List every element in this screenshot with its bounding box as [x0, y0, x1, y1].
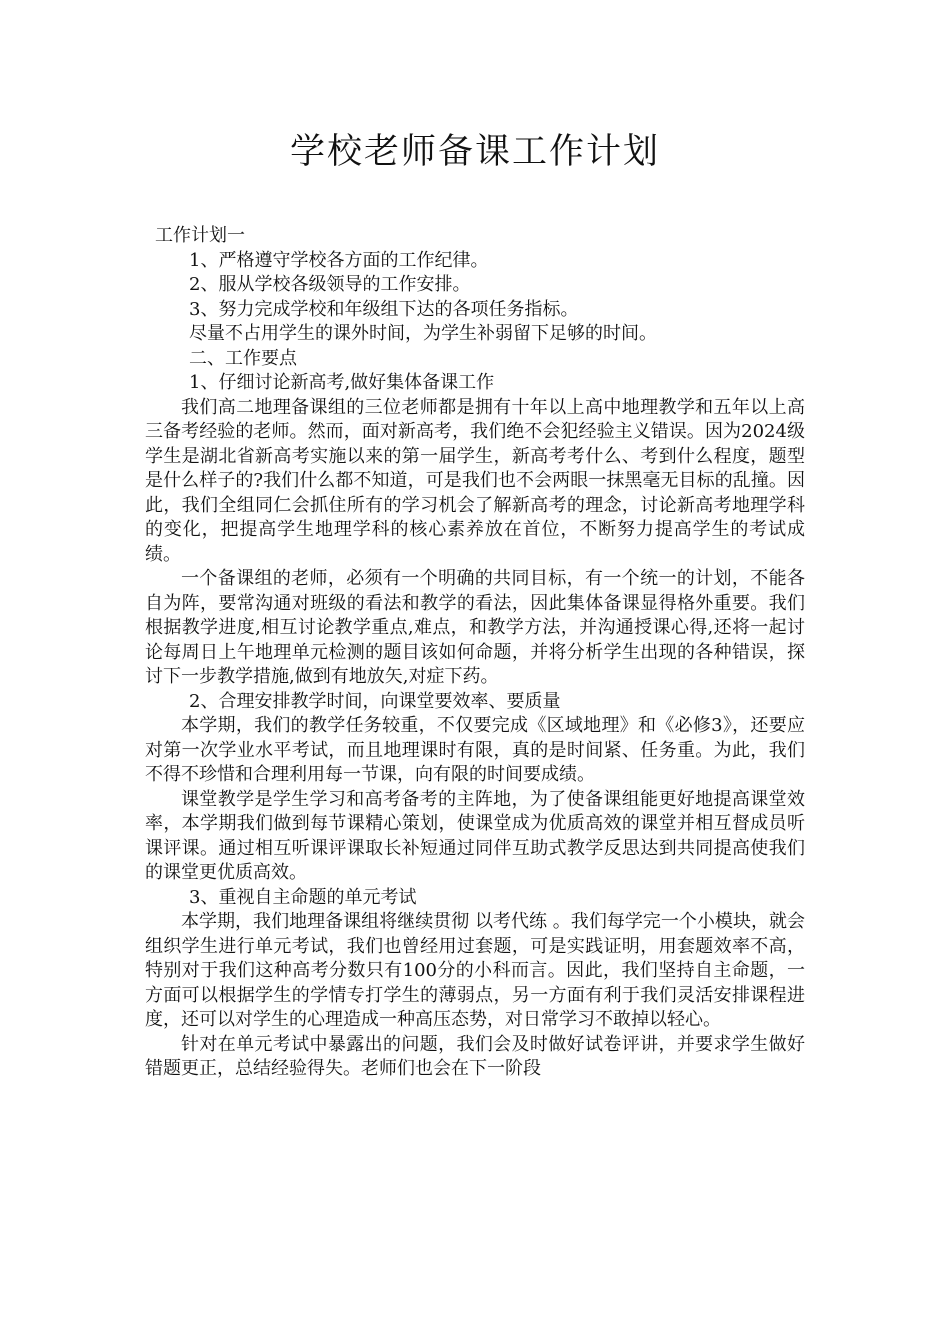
point-heading: 2、合理安排教学时间，向课堂要效率、要质量: [189, 690, 561, 712]
rule-item: 2、服从学校各级领导的工作安排。: [189, 274, 471, 295]
paragraph: 针对在单元考试中暴露出的问题，我们会及时做好试卷评讲，并要求学生做好错题更正，总结经验得失。老师们也会在下一阶段: [145, 1033, 805, 1079]
plan-heading: 工作计划一: [155, 225, 245, 246]
paragraph: 一个备课组的老师，必须有一个明确的共同目标，有一个统一的计划，不能各自为阵，要常沟通对班级的看法和教学的看法，因此集体备课显得格外重要。我们根据教学进度,相互讨论教学重点,难点，和教学方法，并沟通授课心得,还将一起讨论每周日上午地理单元检测的题目该如何命题，并将分析学生出现的各种错误，探讨下一步教学措施,做到有地放矢,对症下药。: [145, 568, 805, 687]
document-title: 学校老师备课工作计划: [289, 132, 660, 172]
point-heading: 1、仔细讨论新高考,做好集体备课工作: [189, 372, 495, 393]
rule-item: 尽量不占用学生的课外时间，为学生补弱留下足够的时间。: [189, 323, 657, 344]
section-heading: 二、工作要点: [189, 347, 297, 369]
paragraph: 本学期，我们地理备课组将继续贯彻 以考代练 。我们每学完一个小模块，就会组织学生进行单元考试，我们也曾经用过套题，可是实践证明，用套题效率不高，特别对于我们这种高考分数只有100分的小科而言。因此，我们坚持自主命题，一方面可以根据学生的学情专打学生的薄弱点，另一方面有利于我们灵活安排课程进度，还可以对学生的心理造成一种高压态势，对日常学习不敢掉以轻心。: [145, 911, 805, 1030]
rule-item: 1、严格遵守学校各方面的工作纪律。: [189, 249, 489, 271]
rule-item: 3、努力完成学校和年级组下达的各项任务指标。: [189, 298, 579, 320]
paragraph: 本学期，我们的教学任务较重，不仅要完成《区域地理》和《必修3》，还要应对第一次学业水平考试，而且地理课时有限，真的是时间紧、任务重。为此，我们不得不珍惜和合理利用每一节课，向有限的时间要成绩。: [145, 715, 805, 785]
document-body: [145, 224, 805, 1082]
paragraph: 课堂教学是学生学习和高考备考的主阵地，为了使备课组能更好地提高课堂效率，本学期我们做到每节课精心策划，使课堂成为优质高效的课堂并相互督成员听课评课。通过相互听课评课取长补短通过同伴互助式教学反思达到共同提高使我们的课堂更优质高效。: [145, 788, 805, 883]
point-heading: 3、重视自主命题的单元考试: [189, 886, 417, 908]
paragraph: 我们高二地理备课组的三位老师都是拥有十年以上高中地理教学和五年以上高三备考经验的老师。然而，面对新高考，我们绝不会犯经验主义错误。因为2024级学生是湖北省新高考实施以来的第一届学生，新高考考什么、考到什么程度，题型是什么样子的?我们什么都不知道，可是我们也不会两眼一抹黑毫无目标的乱撞。因此，我们全组同仁会抓住所有的学习机会了解新高考的理念，讨论新高考地理学科的变化，把提高学生地理学科的核心素养放在首位，不断努力提高学生的考试成绩。: [145, 396, 805, 565]
